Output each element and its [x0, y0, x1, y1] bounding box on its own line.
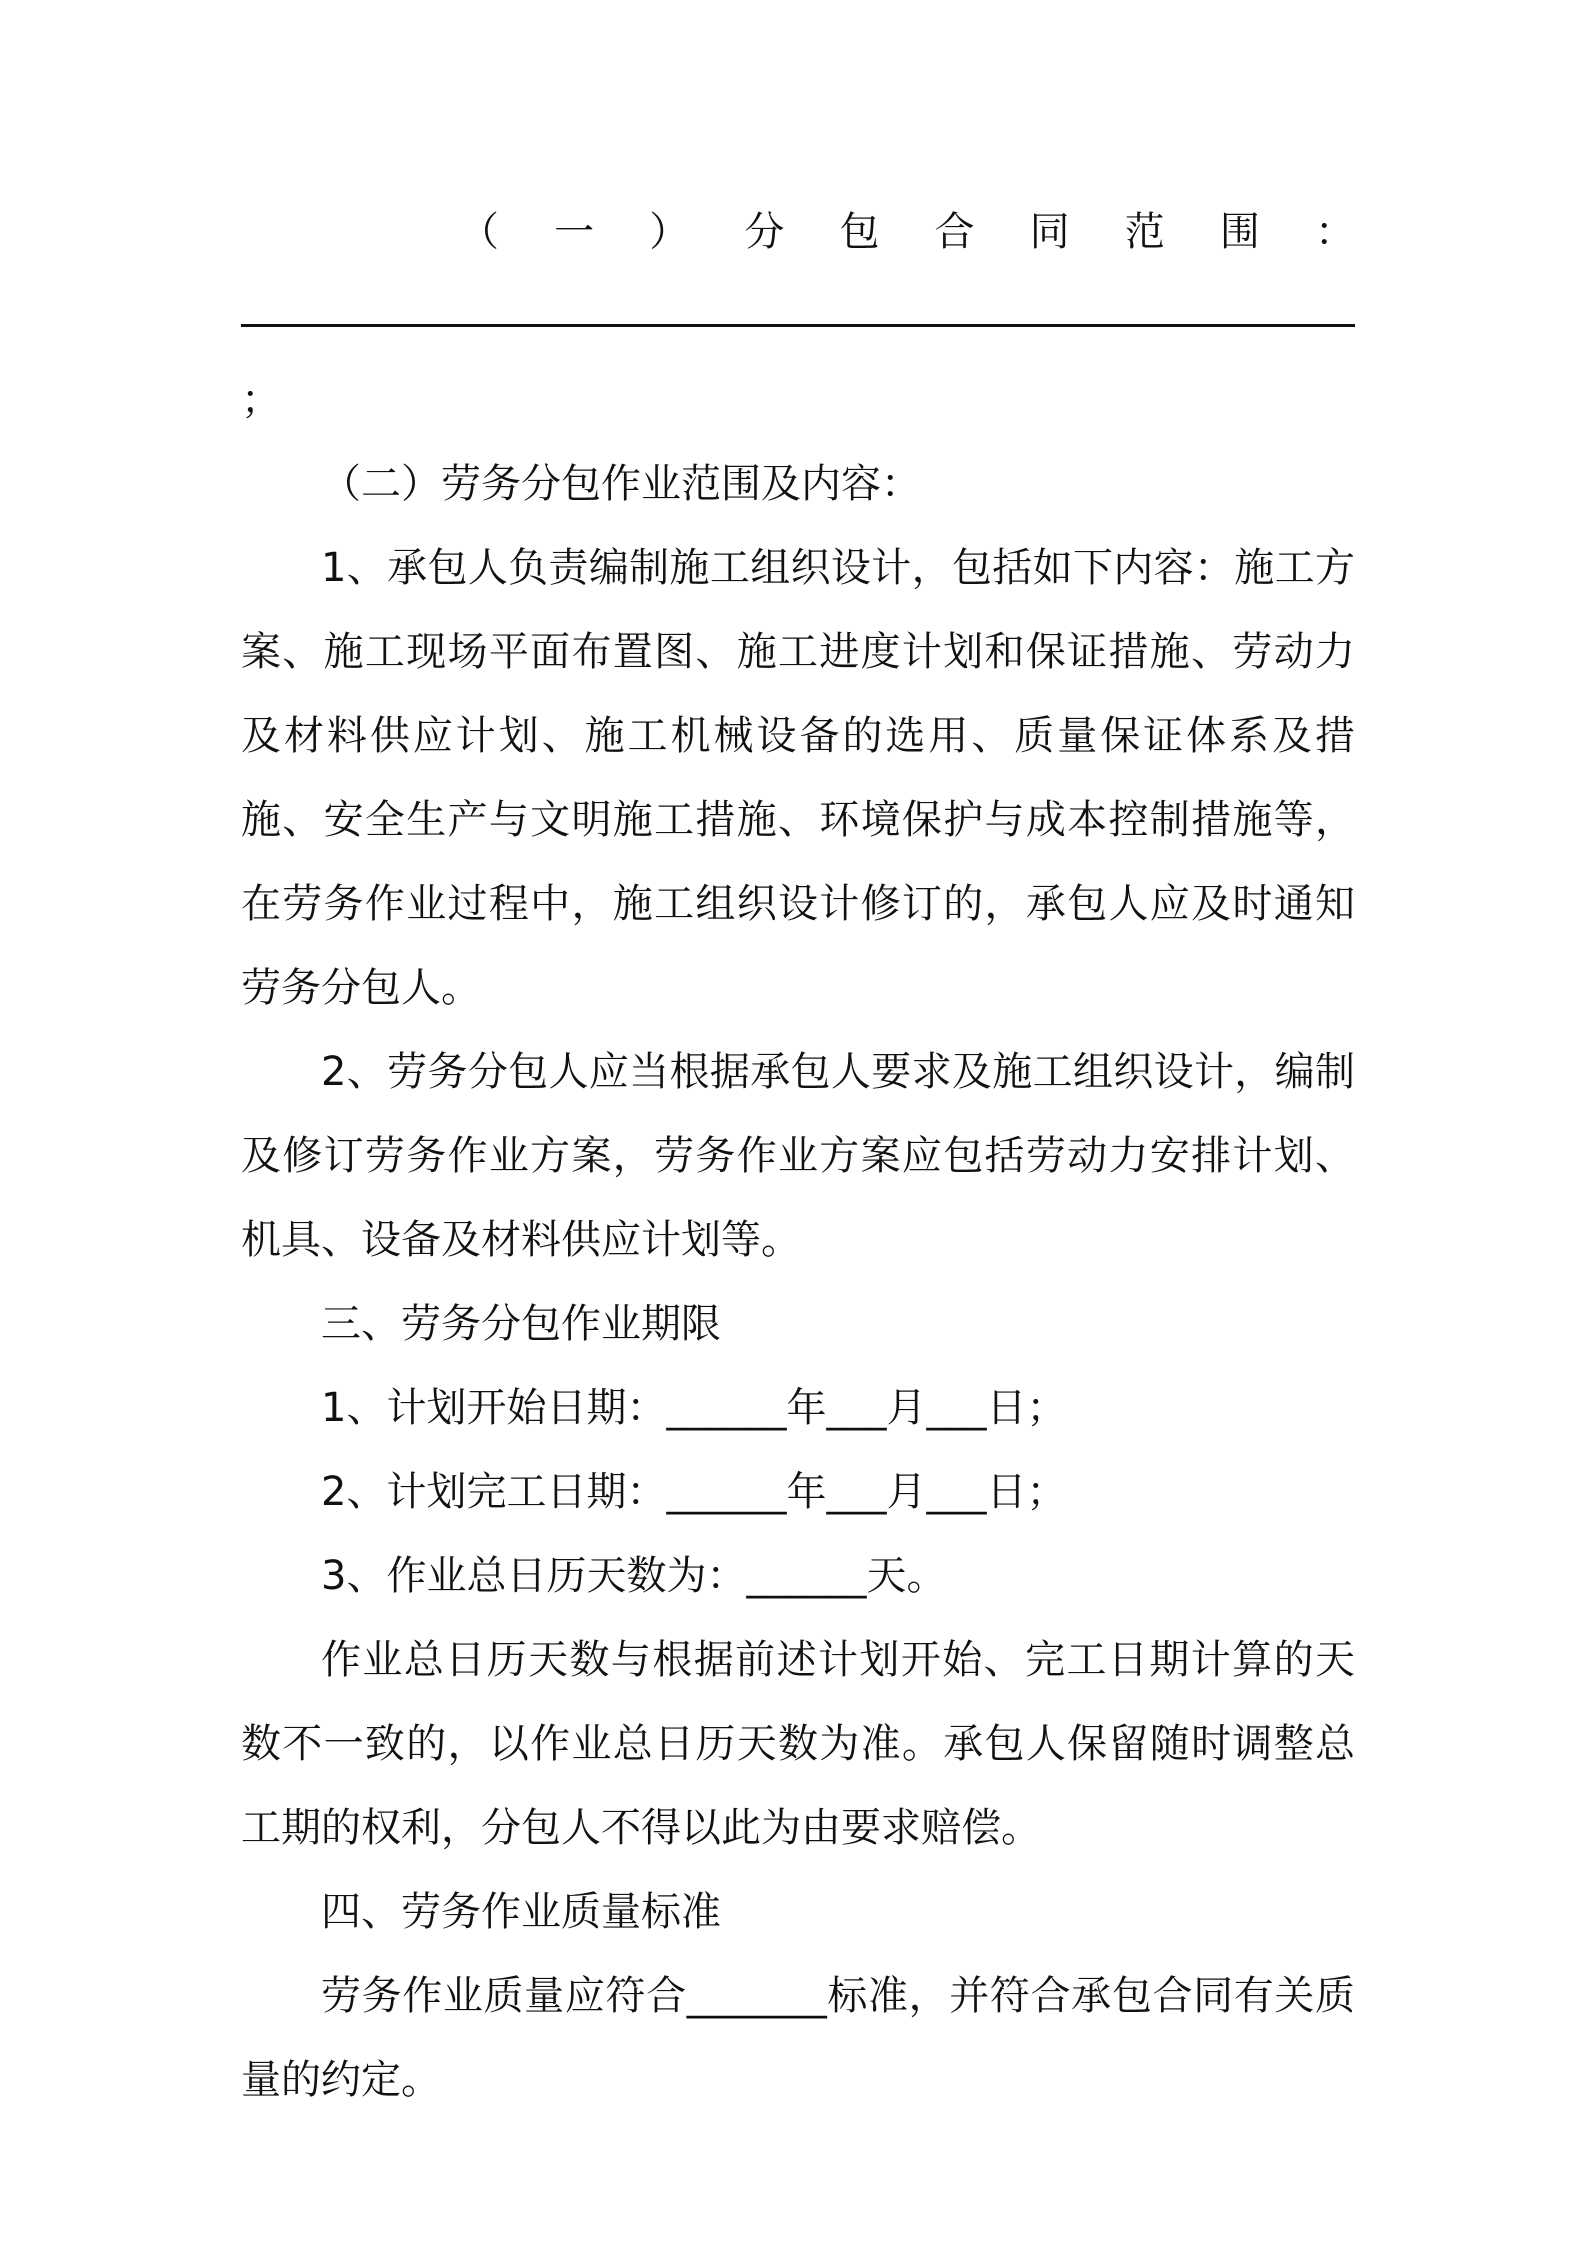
section-heading-period: 三、劳务分包作业期限 [321, 1301, 721, 1347]
paragraph-clause-2: 2、劳务分包人应当根据承包人要求及施工组织设计，编制及修订劳务作业方案，劳务作业方案应包括劳动力安排计划、机具、设备及材料供应计划等。 [241, 1049, 1355, 1263]
underline-rule [241, 324, 1355, 327]
heading-char: 分 [744, 209, 785, 255]
paragraph-days-rule: 作业总日历天数与根据前述计划开始、完工日期计算的天数不一致的，以作业总日历天数为准。承包人保留随时调整总工期的权利，分包人不得以此为由要求赔偿。 [241, 1637, 1355, 1851]
heading-char: ： [1314, 209, 1355, 255]
blank-line-terminator: ； [241, 377, 281, 423]
paragraph-start-date: 1、计划开始日期：______年___月___日； [321, 1385, 1067, 1431]
paragraph-quality-standard: 劳务作业质量应符合_______标准，并符合承包合同有关质量的约定。 [241, 1973, 1355, 2103]
section-heading-subcontract-scope [241, 190, 1355, 274]
fill-in-blank-line [241, 274, 1355, 358]
paragraph-end-date: 2、计划完工日期：______年___月___日； [321, 1469, 1067, 1515]
heading-char: 包 [839, 209, 880, 255]
document-body [241, 190, 1355, 2122]
subheading-labor-scope: （二）劳务分包作业范围及内容： [321, 461, 921, 507]
paragraph-clause-1: 1、承包人负责编制施工组织设计，包括如下内容：施工方案、施工现场平面布置图、施工进度计划和保证措施、劳动力及材料供应计划、施工机械设备的选用、质量保证体系及措施、安全生产与文明施工措施、环境保护与成本控制措施等，在劳务作业过程中，施工组织设计修订的，承包人应及时通知劳务分包人。 [241, 545, 1355, 1011]
heading-char: 围 [1219, 209, 1260, 255]
heading-char: 合 [934, 209, 975, 255]
paragraph-total-days: 3、作业总日历天数为：______天。 [321, 1553, 947, 1599]
heading-char: （ [459, 209, 499, 255]
heading-char: 一 [554, 209, 595, 255]
heading-char: 范 [1124, 209, 1165, 255]
section-heading-quality: 四、劳务作业质量标准 [321, 1889, 721, 1935]
heading-char: 同 [1029, 209, 1070, 255]
heading-char: ） [649, 209, 690, 255]
